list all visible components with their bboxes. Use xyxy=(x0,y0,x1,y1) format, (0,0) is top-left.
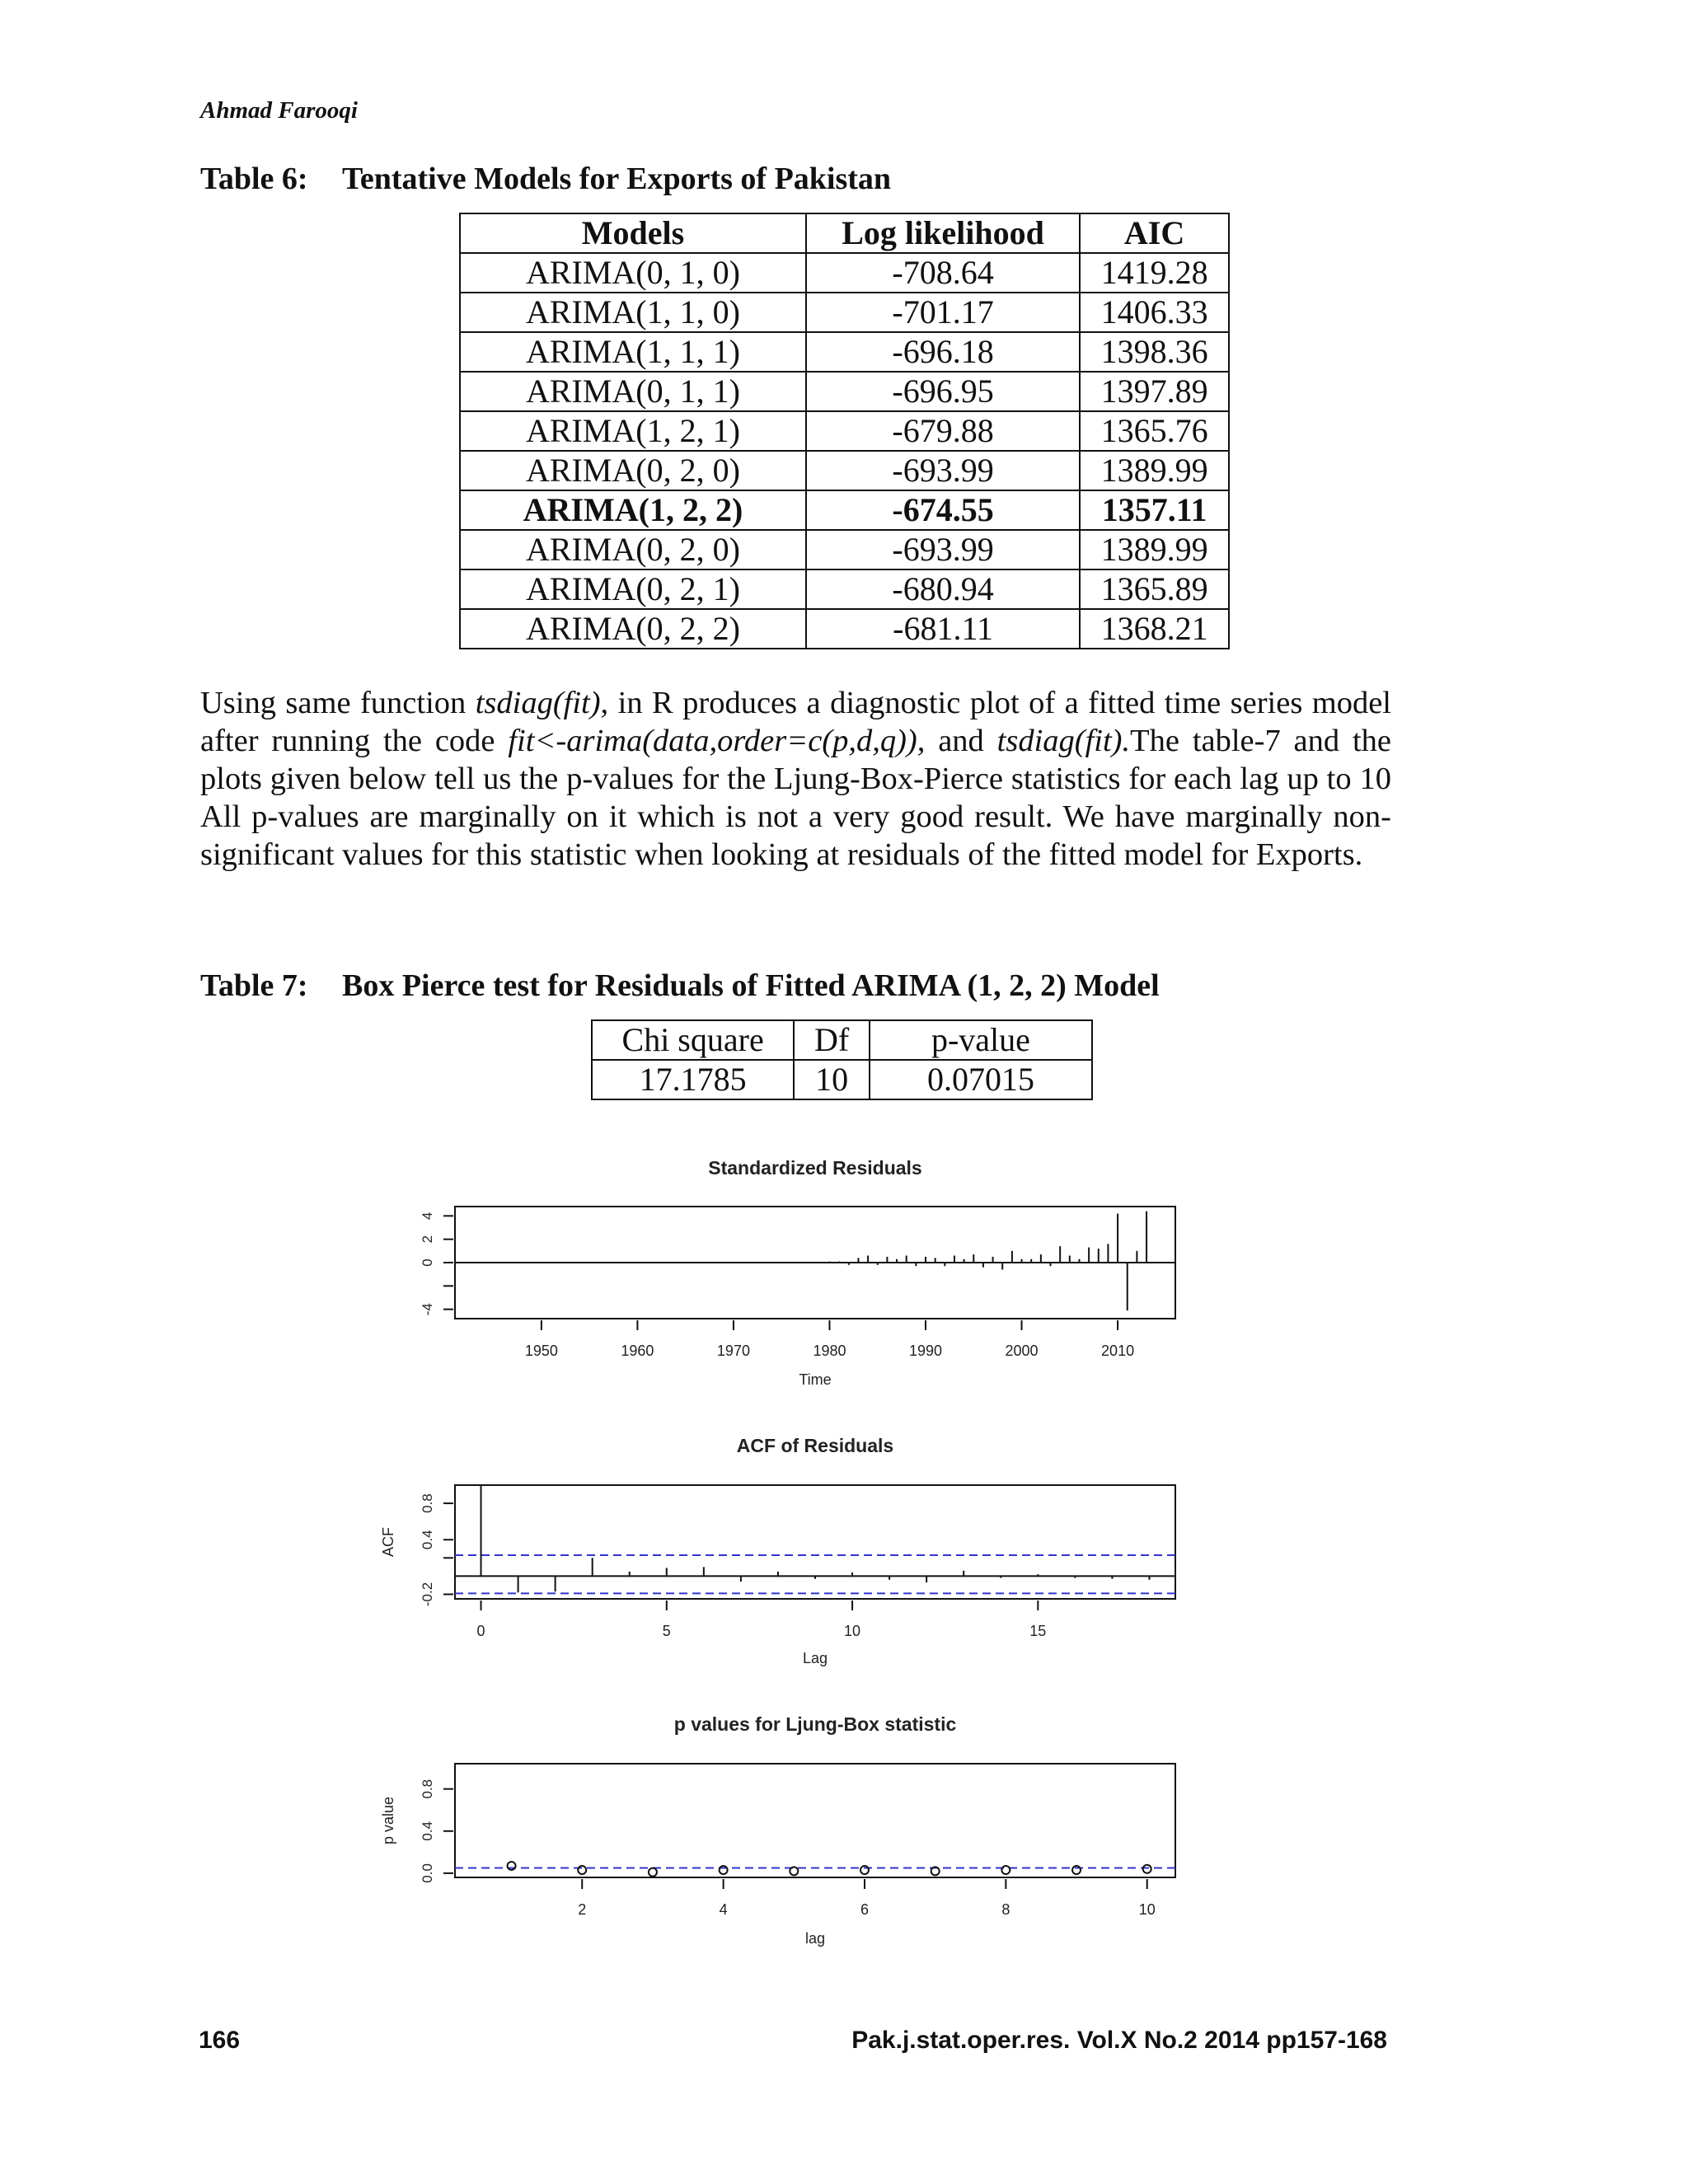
running-header-author: Ahmad Farooqi xyxy=(200,97,358,124)
table6-row xyxy=(460,293,1229,332)
table6-cell: 1419.28 xyxy=(1080,253,1229,293)
y-tick-label: 0 xyxy=(420,1258,435,1267)
y-tick-label: 0.8 xyxy=(420,1779,435,1799)
table6-cell: 1368.21 xyxy=(1080,609,1229,649)
table7-caption xyxy=(200,968,1160,1004)
page-number: 166 xyxy=(199,2027,241,2054)
x-tick-label: 1950 xyxy=(524,1343,558,1359)
x-tick-label: 1960 xyxy=(621,1343,654,1359)
y-tick-label: 0.4 xyxy=(420,1530,435,1550)
table7-data-row xyxy=(592,1060,1092,1099)
table7-header-cell: p-value xyxy=(870,1020,1092,1060)
para-code-tsdiag: tsdiag(fit), xyxy=(475,686,609,720)
table6-cell: ARIMA(0, 2, 0) xyxy=(460,451,806,490)
y-tick-label: -4 xyxy=(420,1303,435,1316)
x-tick-label: 5 xyxy=(662,1623,671,1639)
table7-title: Box Pierce test for Residuals of Fitted ARIMA (1, 2, 2) Model xyxy=(342,968,1160,1003)
table7 xyxy=(591,1019,1093,1100)
table6-cell: ARIMA(0, 2, 0) xyxy=(460,530,806,569)
table7-cell-chisq: 17.1785 xyxy=(592,1060,794,1099)
x-tick-label: 10 xyxy=(1138,1901,1156,1918)
y-axis-label: ACF xyxy=(380,1527,396,1557)
table6-cell: ARIMA(1, 2, 2) xyxy=(460,490,806,530)
plot-frame xyxy=(455,1764,1175,1877)
table6-cell: 1397.89 xyxy=(1080,372,1229,411)
table6-cell: 1389.99 xyxy=(1080,530,1229,569)
y-tick-label: 0.0 xyxy=(420,1863,435,1883)
para-code-tsdiag-2: tsdiag(fit). xyxy=(996,724,1131,758)
table6-row xyxy=(460,490,1229,530)
table7-number: Table 7: xyxy=(200,968,308,1003)
table6-cell: ARIMA(0, 2, 2) xyxy=(460,609,806,649)
table6-caption xyxy=(200,161,891,197)
x-tick-label: 0 xyxy=(476,1623,485,1639)
table7-header-cell: Chi square xyxy=(592,1020,794,1060)
table6-row xyxy=(460,451,1229,490)
table6-row xyxy=(460,332,1229,372)
x-tick-label: 4 xyxy=(719,1901,728,1918)
plot-frame xyxy=(455,1485,1175,1599)
table6-row xyxy=(460,372,1229,411)
table6-cell: -693.99 xyxy=(806,451,1080,490)
table6-row xyxy=(460,530,1229,569)
x-tick-label: 10 xyxy=(844,1623,861,1639)
table6-row xyxy=(460,253,1229,293)
data-point xyxy=(1143,1865,1151,1873)
table6-cell: ARIMA(0, 1, 0) xyxy=(460,253,806,293)
data-point xyxy=(1001,1866,1010,1874)
x-tick-label: 6 xyxy=(860,1901,869,1918)
para-text-2: in R produces a diagnostic plot of a fitted time series model after running the code xyxy=(200,686,1391,758)
table6-cell: 1398.36 xyxy=(1080,332,1229,372)
table6-header-cell: Log likelihood xyxy=(806,213,1080,253)
para-code-arima: fit<-arima(data,order=c(p,d,q)), xyxy=(508,724,926,758)
x-tick-label: 1990 xyxy=(908,1343,943,1359)
table6-cell: ARIMA(1, 1, 1) xyxy=(460,332,806,372)
y-tick-label: 0.8 xyxy=(420,1493,435,1513)
table6-row xyxy=(460,411,1229,451)
chart-title: Standardized Residuals xyxy=(708,1157,922,1179)
x-axis-label: lag xyxy=(804,1930,826,1947)
data-point xyxy=(578,1866,586,1874)
table6-header-row xyxy=(460,213,1229,253)
table7-cell-pvalue: 0.07015 xyxy=(870,1060,1092,1099)
table6-cell: ARIMA(1, 2, 1) xyxy=(460,411,806,451)
y-tick-label: 4 xyxy=(420,1212,435,1221)
para-text-4: The table-7 and the plots given below tell us the p-values for the Ljung-Box-Pierce statistics for each lag up to 10 All p-values are marginally on it which is not a very good result. We have marginally non-significant values for this statistic when looking at residuals of the fitted model for Exports. xyxy=(200,724,1391,872)
x-tick-label: 8 xyxy=(1001,1901,1010,1918)
table6-cell: -693.99 xyxy=(806,530,1080,569)
table6-title: Tentative Models for Exports of Pakistan xyxy=(342,162,892,196)
x-tick-label: 1970 xyxy=(716,1343,750,1359)
x-tick-label: 2010 xyxy=(1101,1343,1135,1359)
table6-cell: -696.95 xyxy=(806,372,1080,411)
table6-cell: 1406.33 xyxy=(1080,293,1229,332)
table6-cell: ARIMA(0, 1, 1) xyxy=(460,372,806,411)
y-tick-label: -0.2 xyxy=(420,1582,435,1607)
table6-cell: -696.18 xyxy=(806,332,1080,372)
y-tick-label: 0.4 xyxy=(420,1821,435,1841)
chart-title: p values for Ljung-Box statistic xyxy=(673,1713,957,1735)
y-axis-label: p value xyxy=(380,1796,396,1845)
table7-header-cell: Df xyxy=(794,1020,870,1060)
table6-cell: ARIMA(1, 1, 0) xyxy=(460,293,806,332)
table6-cell: -680.94 xyxy=(806,569,1080,609)
para-text-1: Using same function xyxy=(200,686,476,720)
table6-cell: -674.55 xyxy=(806,490,1080,530)
body-paragraph xyxy=(200,684,1391,874)
table6-cell: 1365.76 xyxy=(1080,411,1229,451)
y-tick-label: 2 xyxy=(420,1235,435,1244)
table6-cell: -679.88 xyxy=(806,411,1080,451)
x-tick-label: 1980 xyxy=(813,1343,846,1359)
journal-reference: Pak.j.stat.oper.res. Vol.X No.2 2014 pp157-168 xyxy=(851,2027,1387,2054)
x-tick-label: 15 xyxy=(1029,1623,1047,1639)
table6-cell: -708.64 xyxy=(806,253,1080,293)
table6-cell: 1389.99 xyxy=(1080,451,1229,490)
table6-row xyxy=(460,609,1229,649)
table6-header-cell: AIC xyxy=(1080,213,1229,253)
table6-cell: -681.11 xyxy=(806,609,1080,649)
table6-cell: 1357.11 xyxy=(1080,490,1229,530)
para-text-3: and xyxy=(925,724,997,758)
x-tick-label: 2000 xyxy=(1005,1343,1039,1359)
table6-number: Table 6: xyxy=(200,162,308,196)
tsdiag-figure xyxy=(0,1137,1688,1978)
data-point xyxy=(649,1868,657,1877)
data-point xyxy=(790,1867,798,1875)
table6 xyxy=(459,213,1230,649)
table7-header-row xyxy=(592,1020,1092,1060)
x-axis-label: Time xyxy=(799,1371,832,1388)
table6-row xyxy=(460,569,1229,609)
table7-cell-df: 10 xyxy=(794,1060,870,1099)
x-axis-label: Lag xyxy=(802,1650,828,1666)
table6-cell: -701.17 xyxy=(806,293,1080,332)
table6-header-cell: Models xyxy=(460,213,806,253)
x-tick-label: 2 xyxy=(578,1901,587,1918)
table6-cell: 1365.89 xyxy=(1080,569,1229,609)
table6-cell: ARIMA(0, 2, 1) xyxy=(460,569,806,609)
chart-title: ACF of Residuals xyxy=(736,1435,894,1456)
